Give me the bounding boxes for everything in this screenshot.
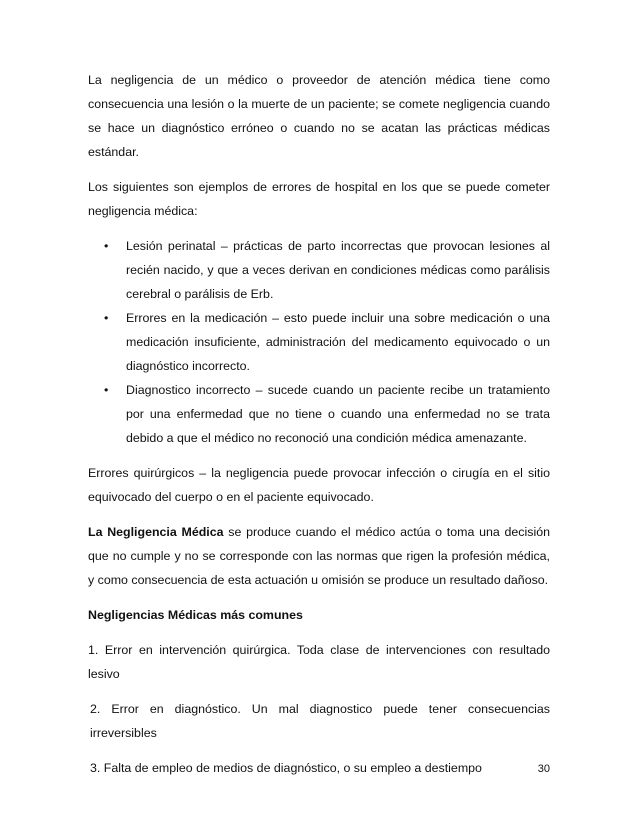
- definition-bold-lead: La Negligencia Médica: [88, 525, 224, 539]
- bullet-text: Errores en la medicación – esto puede incluir una sobre medicación o una medicación insuficiente, administración del medicamento equivocado o un diagnóstico incorrecto.: [126, 311, 550, 373]
- definition-paragraph: [88, 520, 550, 592]
- bullet-text: Diagnostico incorrecto – sucede cuando un paciente recibe un tratamiento por una enfermedad que no tiene o cuando una enfermedad no se trata debido a que el médico no reconoció una condición médica amenazante.: [126, 383, 550, 445]
- numbered-item-2: 2. Error en diagnóstico. Un mal diagnostico puede tener consecuencias irreversibles: [90, 702, 550, 740]
- surgical-errors-paragraph: Errores quirúrgicos – la negligencia puede provocar infección o cirugía en el sitio equivocado del cuerpo o en el paciente equivocado.: [88, 466, 550, 504]
- section-heading: Negligencias Médicas más comunes: [88, 608, 303, 622]
- numbered-item-3: 3. Falta de empleo de medios de diagnóstico, o su empleo a destiempo: [90, 761, 482, 775]
- bullet-item-perinatal: [88, 234, 550, 306]
- bullet-item-medication: [88, 306, 550, 378]
- intro-paragraph: La negligencia de un médico o proveedor de atención médica tiene como consecuencia una lesión o la muerte de un paciente; se comete negligencia cuando se hace un diagnóstico erróneo o cuando no se acatan las prácticas médicas estándar.: [88, 73, 550, 159]
- definition-text: se produce cuando el médico actúa o toma una decisión que no cumple y no se corresponde con las normas que rigen la profesión médica, y como consecuencia de esta actuación u omisión se produce un resultado dañoso.: [88, 525, 550, 587]
- numbered-item-1: 1. Error en intervención quirúrgica. Toda clase de intervenciones con resultado lesivo: [88, 643, 550, 681]
- bullet-icon: •: [104, 383, 109, 397]
- examples-bullet-list: [88, 234, 550, 450]
- bullet-icon: •: [104, 239, 109, 253]
- bullet-icon: •: [104, 311, 109, 325]
- examples-intro-paragraph: Los siguientes son ejemplos de errores de hospital en los que se puede cometer negligencia médica:: [88, 180, 550, 218]
- page-content: [88, 68, 550, 791]
- bullet-item-diagnosis: [88, 378, 550, 450]
- page-number: 30: [537, 763, 550, 775]
- bullet-text: Lesión perinatal – prácticas de parto incorrectas que provocan lesiones al recién nacido, y que a veces derivan en condiciones médicas como parálisis cerebral o parálisis de Erb.: [126, 239, 550, 301]
